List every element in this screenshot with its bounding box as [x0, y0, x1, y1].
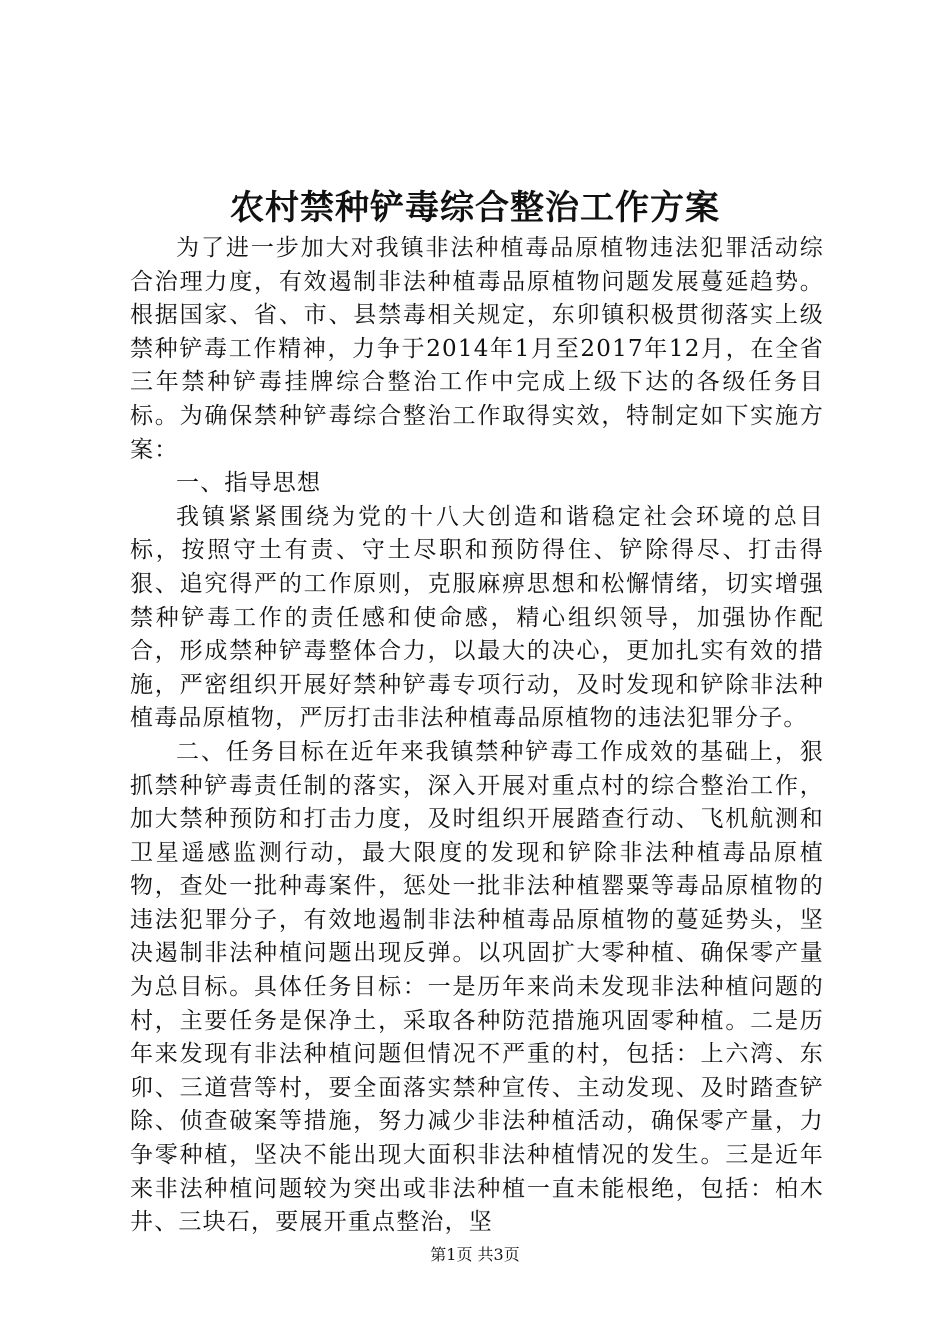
document-body [130, 232, 824, 1240]
paragraph-task-goals: 二、任务目标在近年来我镇禁种铲毒工作成效的基础上，狠抓禁种铲毒责任制的落实，深入开展对重点村的综合整治工作，加大禁种预防和打击力度，及时组织开展踏查行动、飞机航测和卫星遥感监测行动，最大限度的发现和铲除非法种植毒品原植物，查处一批种毒案件，惩处一批非法种植罂粟等毒品原植物的违法犯罪分子，有效地遏制非法种植毒品原植物的蔓延势头，坚决遏制非法种植问题出现反弹。以巩固扩大零种植、确保零产量为总目标。具体任务目标：一是历年来尚未发现非法种植问题的村，主要任务是保净土，采取各种防范措施巩固零种植。二是历年来发现有非法种植问题但情况不严重的村，包括：上六湾、东卯、三道营等村，要全面落实禁种宣传、主动发现、及时踏查铲除、侦查破案等措施，努力减少非法种植活动，确保零产量，力争零种植，坚决不能出现大面积非法种植情况的发生。三是近年来非法种植问题较为突出或非法种植一直未能根绝，包括：柏木井、三块石，要展开重点整治，坚 [130, 738, 824, 1236]
section-heading-guiding-ideology: 一、指导思想 [176, 470, 322, 497]
paragraph-guiding-ideology: 我镇紧紧围绕为党的十八大创造和谐稳定社会环境的总目标，按照守土有责、守土尽职和预防得住、铲除得尽、打击得狠、追究得严的工作原则，克服麻痹思想和松懈情绪，切实增强禁种铲毒工作的责任感和使命感，精心组织领导，加强协作配合，形成禁种铲毒整体合力，以最大的决心，更加扎实有效的措施，严密组织开展好禁种铲毒专项行动，及时发现和铲除非法种植毒品原植物，严厉打击非法种植毒品原植物的违法犯罪分子。 [130, 503, 824, 732]
document-title: 农村禁种铲毒综合整治工作方案 [230, 188, 720, 228]
paragraph-intro: 为了进一步加大对我镇非法种植毒品原植物违法犯罪活动综合治理力度，有效遏制非法种植毒品原植物问题发展蔓延趋势。根据国家、省、市、县禁毒相关规定，东卯镇积极贯彻落实上级禁种铲毒工作精神，力争于2014年1月至2017年12月，在全省三年禁种铲毒挂牌综合整治工作中完成上级下达的各级任务目标。为确保禁种铲毒综合整治工作取得实效，特制定如下实施方案： [130, 235, 824, 463]
page-number-footer: 第1页 共3页 [430, 1245, 520, 1264]
